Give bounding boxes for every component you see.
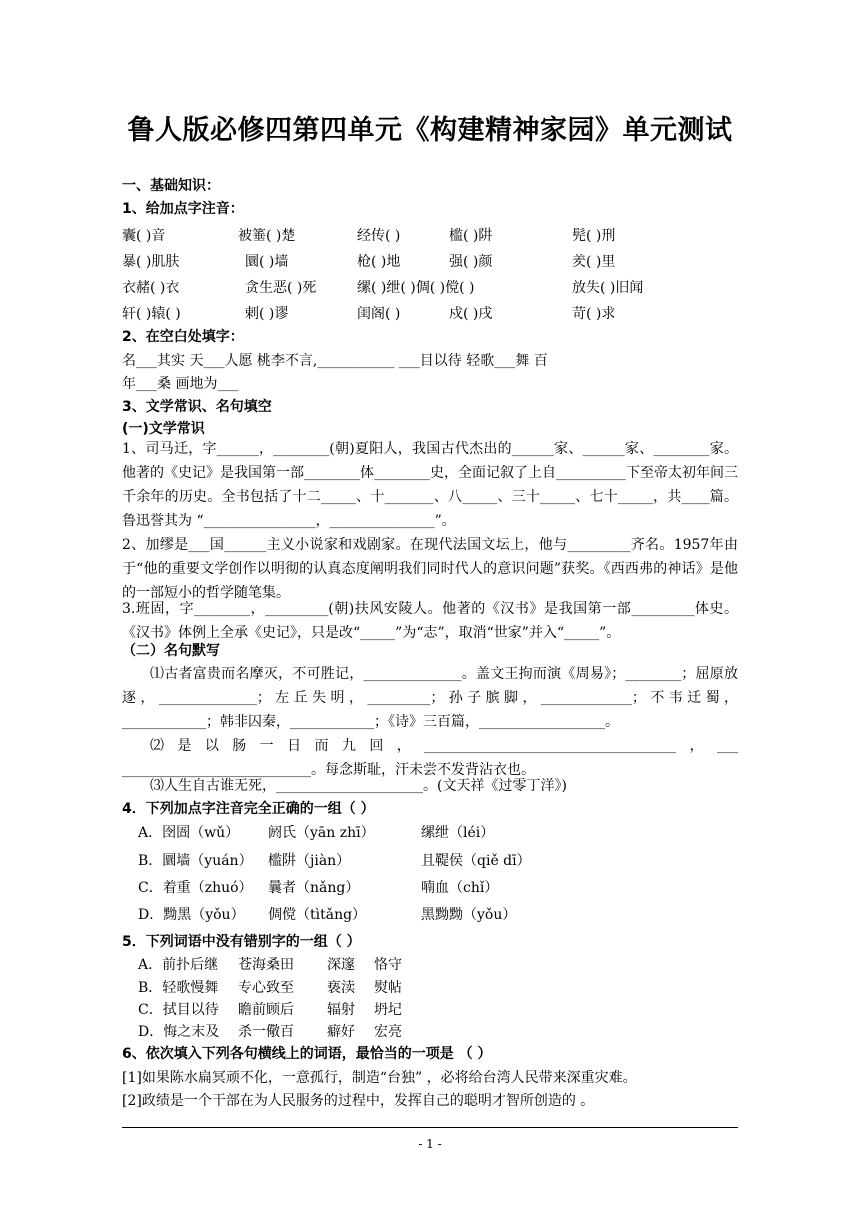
option: 苍海桑田 xyxy=(238,957,294,973)
question-6-sentence-1: [1]如果陈水扁冥顽不化，一意孤行，制造“台独” ，必将给台湾人民带来深重灾难。 xyxy=(122,1070,637,1086)
grid-cell: 强( )颜 xyxy=(449,254,493,270)
grid-cell: 戍( )戌 xyxy=(449,306,493,322)
subsection-literature: (一)文学常识 xyxy=(122,421,205,437)
option: 辐射 xyxy=(327,1002,355,1018)
page-title: 鲁人版必修四第四单元《构建精神家园》单元测试 xyxy=(127,115,733,146)
paragraph-sima-qian: 1、司马迁，字______，________(朝)夏阳人，我国古代杰出的______家、______家、________家。他著的《史记》是我国第一部________体________史，全面记叙了上自__________下至帝太初年间三千余年的历史。全书包括了十二_____、十_______、八_____、三十_____、七十_____，共____篇。鲁迅誉其为 “________________，_______________”。 xyxy=(122,441,738,529)
grid-cell: 囊( )音 xyxy=(122,228,166,244)
grid-cell: 髡( )刑 xyxy=(572,228,616,244)
option: C．着重（zhuó） xyxy=(138,880,253,896)
question-6-sentence-2: [2]政绩是一个干部在为人民服务的过程中，发挥自己的聪明才智所创造的 。 xyxy=(122,1093,595,1109)
question-1-heading: 1、给加点字注音： xyxy=(122,201,244,217)
option: 癖好 xyxy=(327,1024,355,1040)
option: B．轻歌慢舞 xyxy=(138,980,219,996)
question-5-heading: 5．下列词语中没有错别字的一组（ ） xyxy=(122,934,361,950)
subsection-quotes: （二）名句默写 xyxy=(122,643,220,659)
grid-cell: 苛( )求 xyxy=(572,306,616,322)
question-2-heading: 2、在空白处填字： xyxy=(122,329,244,345)
grid-cell: 羑( )里 xyxy=(572,254,616,270)
grid-cell: 放失( )旧闻 xyxy=(572,280,644,296)
option: D．黝黑（yǒu） xyxy=(138,907,245,923)
grid-cell: 闺阁( ) xyxy=(357,306,401,322)
option: 喃血（chǐ） xyxy=(421,880,499,896)
grid-cell: 枪( )地 xyxy=(357,254,401,270)
page-number: - 1 - xyxy=(418,1137,442,1151)
grid-cell: 被箠( )楚 xyxy=(238,228,296,244)
option: 熨帖 xyxy=(374,980,402,996)
question-3-heading: 3、文学常识、名句填空 xyxy=(122,399,272,415)
option: 宏亮 xyxy=(374,1024,402,1040)
quote-2: ⑵是以肠一日而九回，____________________________________，___ ___________________________。每念斯耻，汗未尝不发背沾衣也。 xyxy=(122,738,738,778)
quote-1: ⑴古者富贵而名摩灭，不可胜记，______________。盖文王拘而演《周易》；________；屈原放逐，______________；左丘失明，_________；孙子膑脚，_____________；不韦迁蜀，____________；韩非囚秦，____________；《诗》三百篇，__________________。 xyxy=(122,666,738,730)
option: 恪守 xyxy=(374,957,402,973)
grid-cell: 衣赭( )衣 xyxy=(122,280,180,296)
option: C．拭目以待 xyxy=(138,1002,219,1018)
section-1-heading: 一、基础知识： xyxy=(122,178,220,194)
paragraph-camus: 2、加缪是___国______主义小说家和戏剧家。在现代法国文坛上，他与_________齐名。1957年由于“他的重要文学创作以明彻的认真态度阐明我们同时代人的意识问题”获奖。《西西弗的神话》是他的一部短小的哲学随笔集。 xyxy=(122,537,738,601)
option: 曩者（nǎng） xyxy=(268,880,360,896)
footer-divider xyxy=(122,1127,738,1128)
grid-cell: 圜( )墙 xyxy=(245,254,289,270)
option: 瞻前顾后 xyxy=(238,1002,294,1018)
grid-cell: 缧( )绁( )倜( )傥( ) xyxy=(357,280,475,296)
option: 杀一儆百 xyxy=(238,1024,294,1040)
quote-3: ⑶人生自古谁无死，_____________________。(文天祥《过零丁洋》) xyxy=(150,778,567,794)
option: 专心致至 xyxy=(238,980,294,996)
grid-cell: 轩( )辕( ) xyxy=(122,306,181,322)
question-4-heading: 4．下列加点字注音完全正确的一组（ ） xyxy=(122,801,375,817)
option: B．圜墙（yuán） xyxy=(138,853,253,869)
option: 阏氏（yān zhī） xyxy=(268,825,375,841)
option: D．悔之末及 xyxy=(138,1024,220,1040)
option: 槛阱（jiàn） xyxy=(268,853,351,869)
fill-in-line-1: 名___其实 天___人愿 桃李不言,___________ ___目以待 轻歌___舞 百 xyxy=(122,353,548,369)
fill-in-line-2: 年___桑 画地为___ xyxy=(122,376,239,392)
question-6-heading: 6、依次填入下列各句横线上的词语，最恰当的一项是 （ ） xyxy=(122,1046,492,1062)
option: 倜傥（tìtǎng） xyxy=(268,907,367,923)
grid-cell: 槛( )阱 xyxy=(449,228,493,244)
option: 缧绁（léi） xyxy=(421,825,495,841)
grid-cell: 暴( )肌肤 xyxy=(122,254,180,270)
option: 深邃 xyxy=(327,957,355,973)
grid-cell: 贪生恶( )死 xyxy=(245,280,317,296)
option: 且鞮侯（qiě dī） xyxy=(421,853,531,869)
option: A．前扑后继 xyxy=(138,957,219,973)
option: 黑黝黝（yǒu） xyxy=(421,907,517,923)
option: 坍圮 xyxy=(374,1002,402,1018)
option: 亵渎 xyxy=(327,980,355,996)
grid-cell: 经传( ) xyxy=(357,228,401,244)
option: A．囹圄（wǔ） xyxy=(138,825,240,841)
grid-cell: 剌( )谬 xyxy=(245,306,289,322)
paragraph-ban-gu: 3.班固，字________，_________(朝)扶风安陵人。他著的《汉书》是我国第一部_________体史。《汉书》体例上全承《史记》，只是改“_____”为“志”，取消“世家”并入“_____”。 xyxy=(122,601,738,641)
